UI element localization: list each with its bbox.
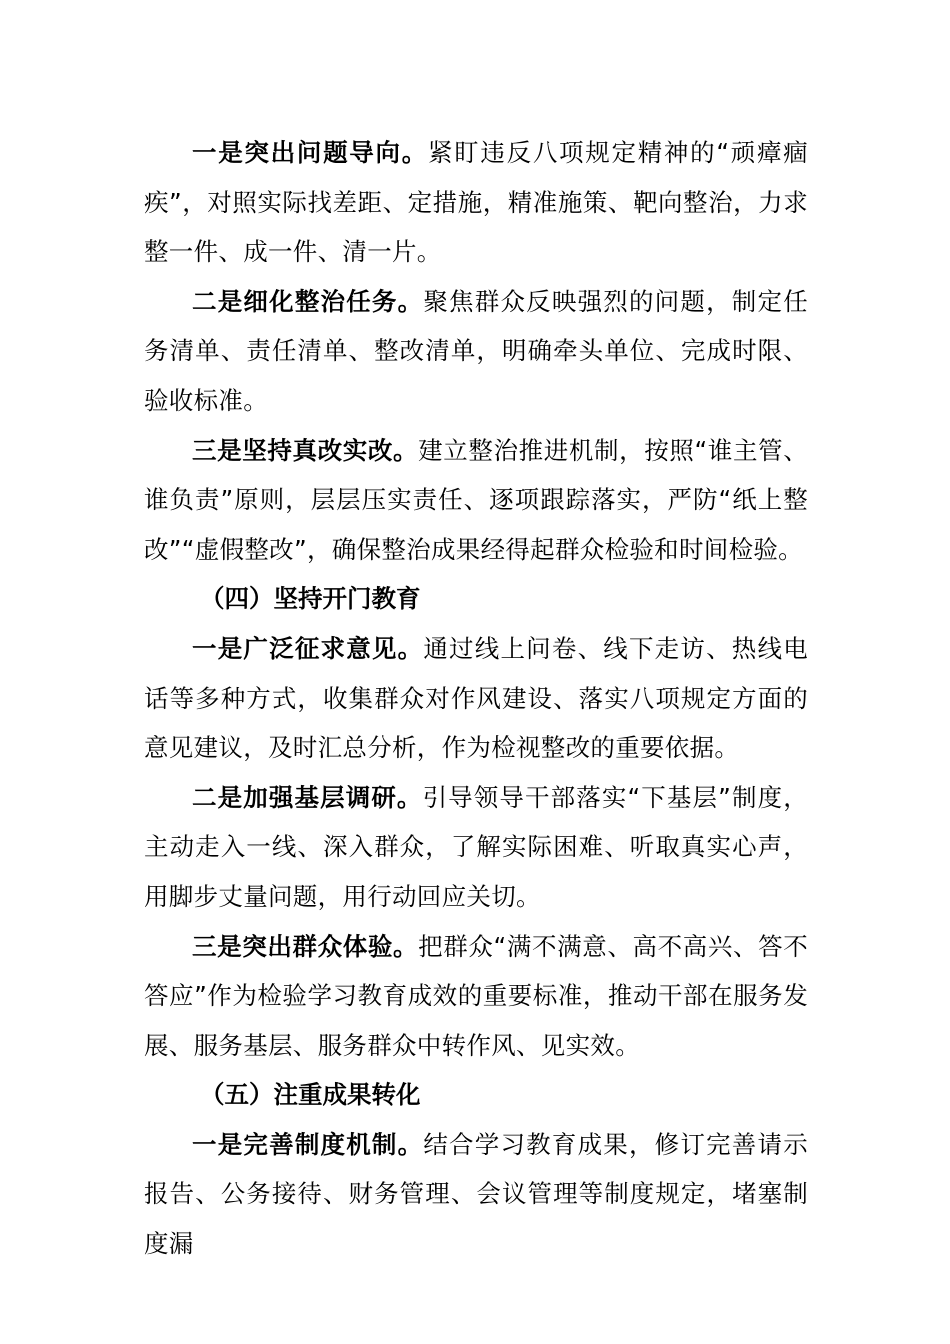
paragraph-lead: 一是突出问题导向。 [192, 138, 428, 167]
paragraph-improve-systems [144, 1120, 808, 1269]
paragraph-lead: 一是广泛征求意见。 [192, 633, 424, 663]
paragraph-lead: 三是坚持真改实改。 [192, 435, 419, 465]
paragraph-text: 建立整治推进机制，按照“谁主管、谁负责”原则，层层压实责任、逐项跟踪落实，严防“纸上整改”“虚假整改”，确保整治成果经得起群众检验和时间检验。 [144, 435, 808, 564]
paragraph-public-experience [144, 922, 808, 1071]
paragraph-refine-tasks [144, 277, 808, 426]
paragraph-text: 通过线上问卷、线下走访、热线电话等多种方式，收集群众对作风建设、落实八项规定方面的意见建议，及时汇总分析，作为检视整改的重要依据。 [144, 633, 809, 763]
paragraph-real-rectification [144, 426, 808, 575]
section-heading-open-education: （四）坚持开门教育 [200, 584, 421, 614]
paragraph-text: 聚焦群众反映强烈的问题，制定任务清单、责任清单、整改清单，明确牵头单位、完成时限、验收标准。 [144, 286, 809, 415]
paragraph-lead: 一是完善制度机制。 [192, 1129, 424, 1159]
paragraph-lead: 二是加强基层调研。 [192, 782, 423, 812]
document-page [144, 128, 808, 1269]
paragraph-grassroots-research [144, 773, 808, 922]
section-heading-results-transformation: （五）注重成果转化 [200, 1080, 421, 1110]
paragraph-lead: 二是细化整治任务。 [192, 286, 424, 316]
paragraph-solicit-opinions [144, 624, 808, 773]
paragraph-problem-orientation [144, 128, 808, 277]
paragraph-text: 引导领导干部落实“下基层”制度，主动走入一线、深入群众，了解实际困难、听取真实心声，用脚步丈量问题，用行动回应关切。 [144, 782, 809, 911]
paragraph-lead: 三是突出群众体验。 [192, 931, 419, 961]
paragraph-text: 紧盯违反八项规定精神的“顽瘴痼疾”，对照实际找差距、定措施，精准施策、靶向整治，力求整一件、成一件、清一片。 [144, 138, 808, 267]
paragraph-text: 把群众“满不满意、高不高兴、答不答应”作为检验学习教育成效的重要标准，推动干部在服务发展、服务基层、服务群众中转作风、见实效。 [144, 931, 808, 1060]
paragraph-text: 结合学习教育成果，修订完善请示报告、公务接待、财务管理、会议管理等制度规定，堵塞制度漏 [144, 1129, 809, 1259]
